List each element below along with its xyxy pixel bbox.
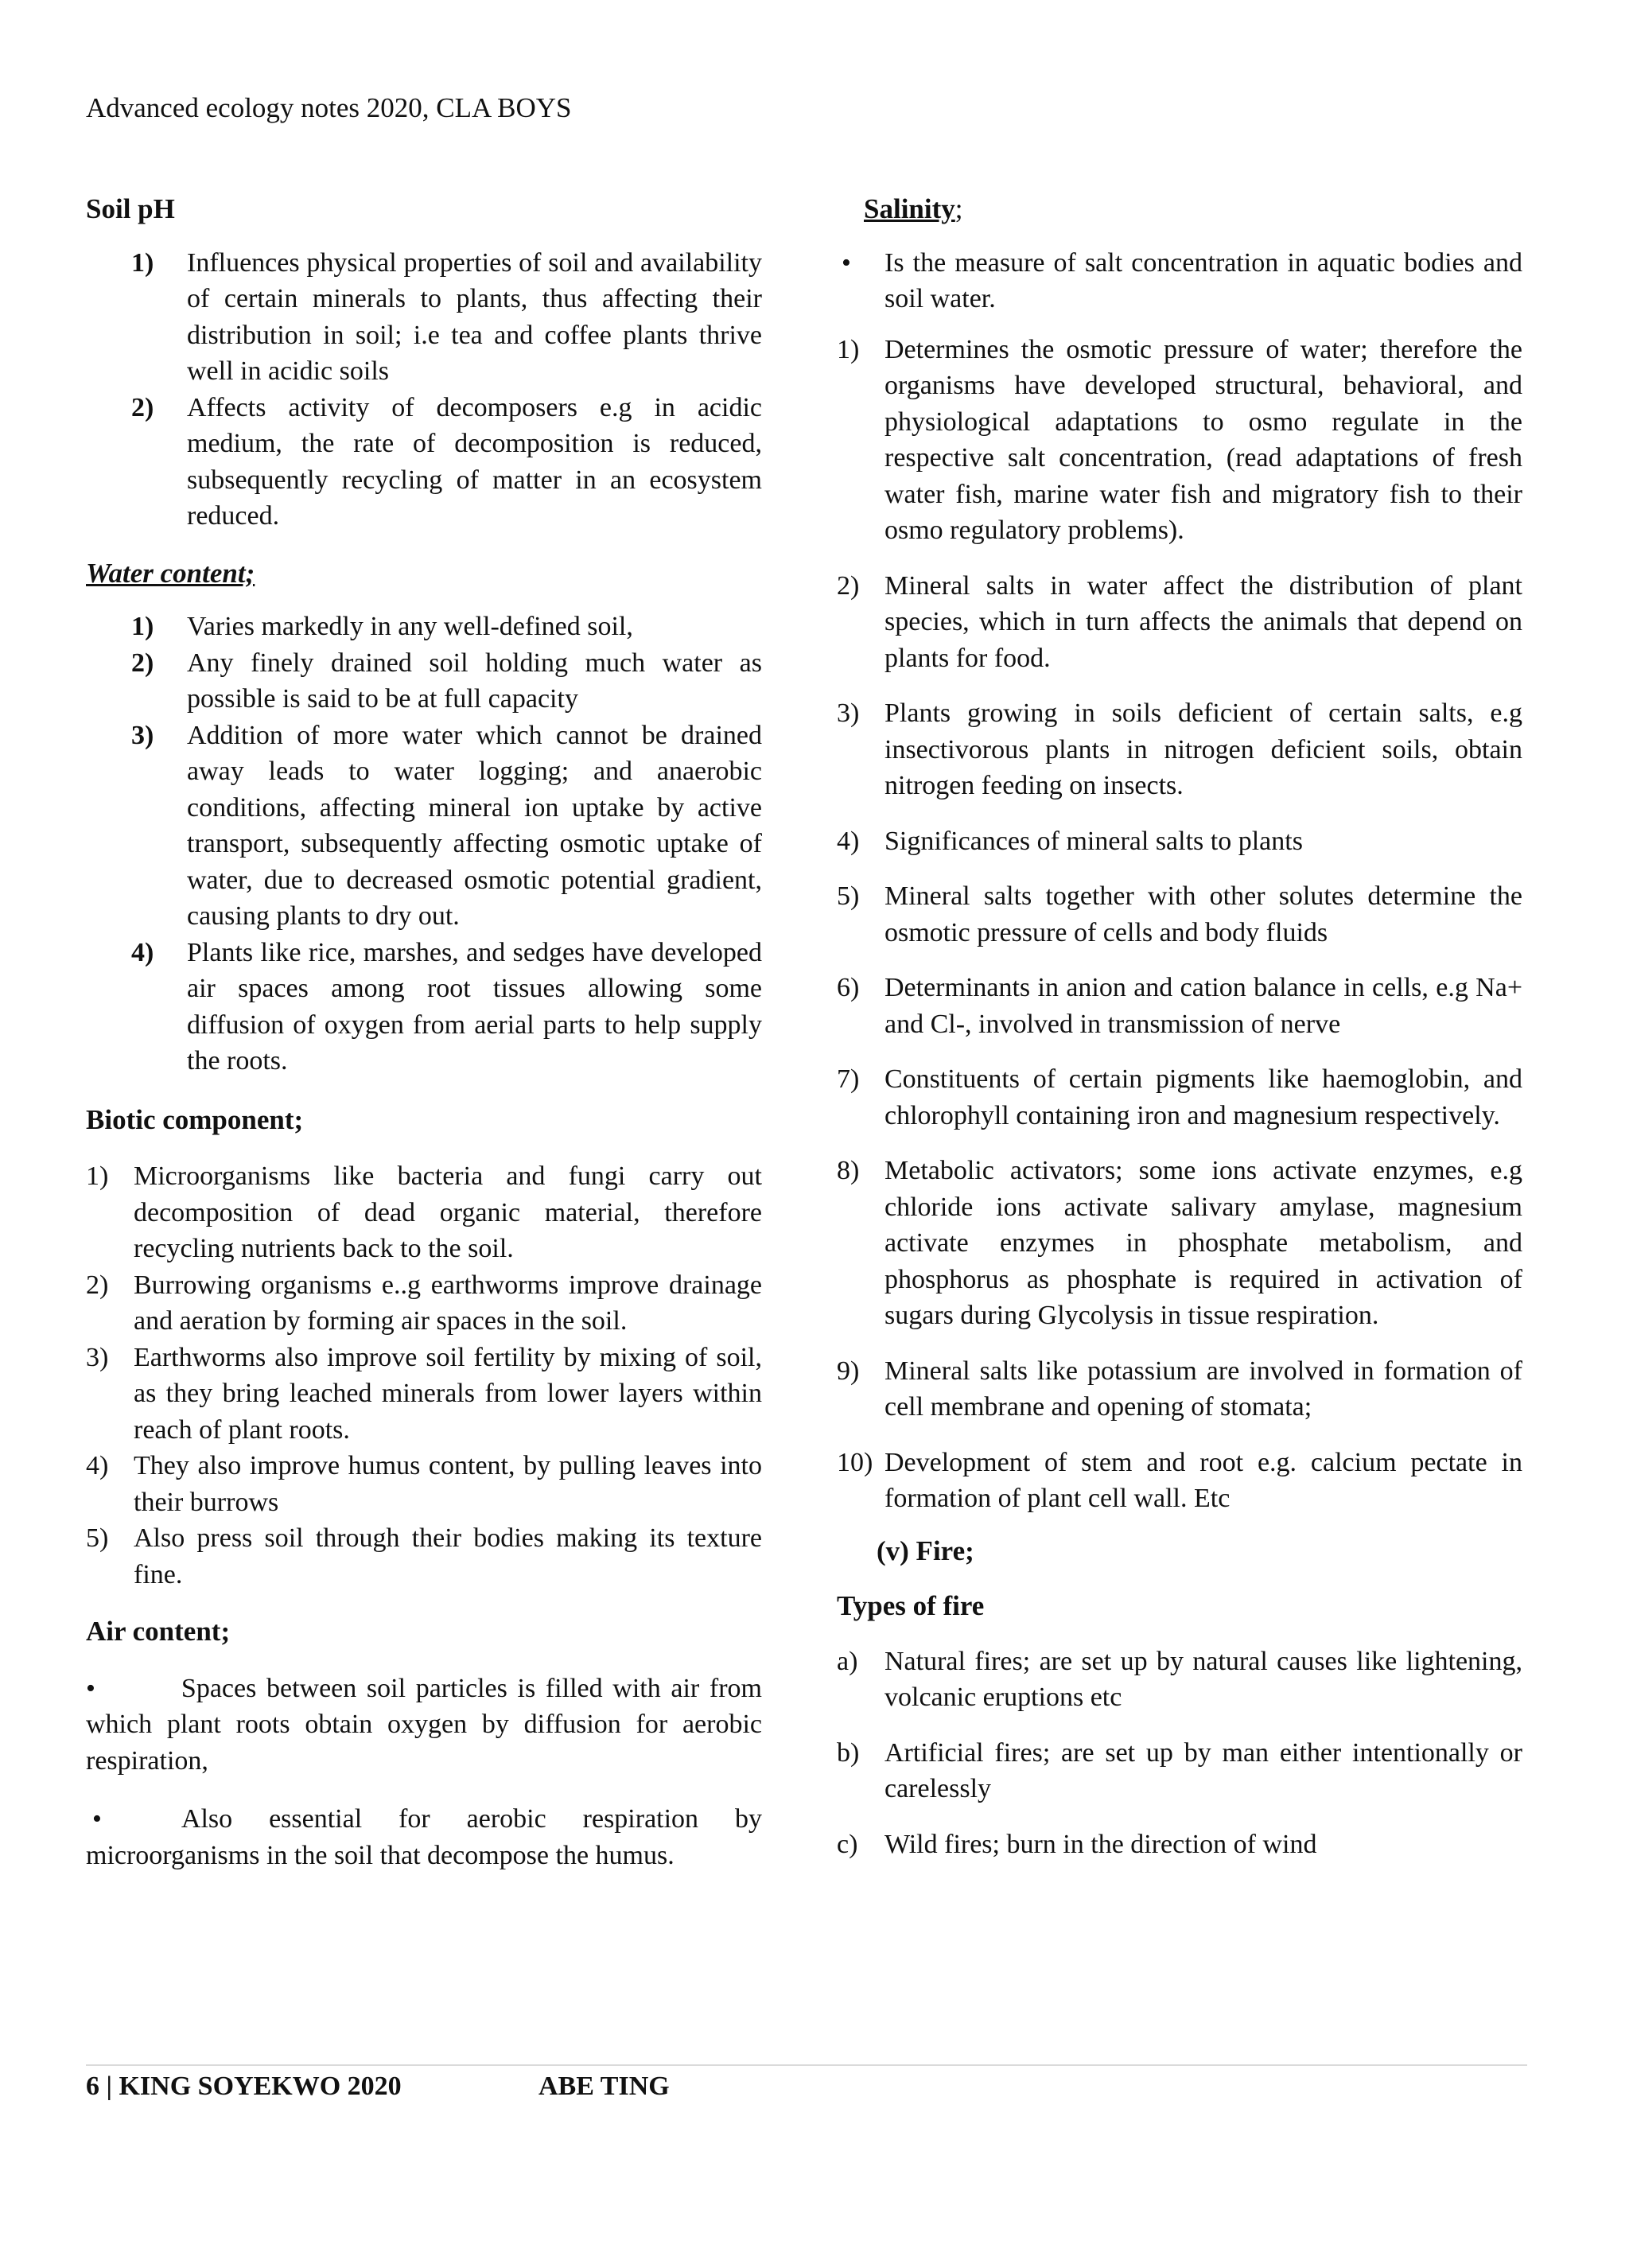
list-item: 5) Mineral salts together with other solutes determine the osmotic pressure of cells and body fluids bbox=[837, 881, 1522, 947]
list-item: 1) Microorganisms like bacteria and fungi carry out decomposition of dead organic material, therefore recycling nutrients back to the soil. bbox=[86, 1161, 762, 1263]
list-item: 1) Influences physical properties of soil and availability of certain minerals to plants, thus affecting their distribution in soil; i.e tea and coffee plants thrive well in acidic soils bbox=[131, 247, 762, 386]
list-item: 3) Plants growing in soils deficient of certain salts, e.g insectivorous plants in nitrogen deficient soils, obtain nitrogen feeding on insects. bbox=[837, 698, 1522, 800]
list-item: 4) Plants like rice, marshes, and sedges have developed air spaces among root tissues allowing some diffusion of oxygen from aerial parts to help supply the roots. bbox=[131, 937, 762, 1076]
fire-types-list bbox=[837, 1644, 1522, 1863]
soil-ph-heading: Soil pH bbox=[86, 193, 175, 224]
list-item: 4) Significances of mineral salts to plants bbox=[837, 826, 1303, 856]
list-item: 3) Earthworms also improve soil fertility by mixing of soil, as they bring leached minerals from lower layers within reach of plant roots. bbox=[86, 1342, 762, 1445]
bullet-icon: • bbox=[92, 1804, 102, 1834]
list-item: 7) Constituents of certain pigments like haemoglobin, and chlorophyll containing iron and magnesium respectively. bbox=[837, 1064, 1522, 1130]
list-item: 5) Also press soil through their bodies making its texture fine. bbox=[86, 1523, 762, 1589]
list-item: b) Artificial fires; are set up by man either intentionally or carelessly bbox=[837, 1737, 1522, 1803]
fire-heading: (v) Fire; bbox=[877, 1535, 974, 1566]
soil-ph-list bbox=[131, 245, 762, 535]
water-content-list bbox=[131, 609, 762, 1080]
list-item: 6) Determinants in anion and cation balance in cells, e.g Na+ and Cl-, involved in transmission of nerve bbox=[837, 973, 1522, 1039]
types-of-fire-heading: Types of fire bbox=[837, 1590, 985, 1621]
water-content-heading: Water content; bbox=[86, 557, 255, 589]
salinity-intro: • Is the measure of salt concentration in aquatic bodies and soil water. bbox=[837, 245, 1522, 317]
footer-right: ABE TING bbox=[538, 2072, 670, 2101]
list-item: 3) Addition of more water which cannot be drained away leads to water logging; and anaerobic conditions, affecting mineral ion uptake by active transport, subsequently affecting osmotic uptake of water, due to decreased osmotic potential gradient, causing plants to dry out. bbox=[131, 720, 762, 931]
list-item: 10) Development of stem and root e.g. calcium pectate in formation of plant cell wall. Etc bbox=[837, 1447, 1522, 1513]
air-content-paragraph: • Also essential for aerobic respiration by microorganisms in the soil that decompose the humus. bbox=[86, 1804, 762, 1870]
biotic-component-heading: Biotic component; bbox=[86, 1103, 304, 1135]
bullet-icon: • bbox=[86, 1673, 95, 1703]
list-item: 2) Burrowing organisms e..g earthworms improve drainage and aeration by forming air spaces in the soil. bbox=[86, 1270, 762, 1336]
footer-divider bbox=[86, 2064, 1527, 2066]
footer-left: 6 | KING SOYEKWO 2020 bbox=[86, 2072, 402, 2101]
air-content-heading: Air content; bbox=[86, 1616, 231, 1647]
list-item: 2) Any finely drained soil holding much water as possible is said to be at full capacity bbox=[131, 648, 762, 714]
list-item: c) Wild fires; burn in the direction of wind bbox=[837, 1829, 1317, 1859]
list-item: 8) Metabolic activators; some ions activate enzymes, e.g chloride ions activate salivary amylase, magnesium activate enzymes in phosphate metabolism, and phosphorus as phosphate is required in activation of sugars during Glycolysis in tissue respiration. bbox=[837, 1156, 1522, 1330]
list-item: 2) Mineral salts in water affect the distribution of plant species, which in turn affects the animals that depend on plants for food. bbox=[837, 570, 1522, 673]
salinity-list bbox=[837, 332, 1522, 1517]
page-header: Advanced ecology notes 2020, CLA BOYS bbox=[86, 92, 572, 123]
list-item: 4) They also improve humus content, by pulling leaves into their burrows bbox=[86, 1451, 762, 1517]
left-column bbox=[86, 191, 762, 1873]
salinity-heading: Salinity; bbox=[864, 193, 963, 224]
air-content-paragraph: • Spaces between soil particles is filled with air from which plant roots obtain oxygen by diffusion for aerobic respiration, bbox=[86, 1673, 762, 1776]
list-item: 9) Mineral salts like potassium are involved in formation of cell membrane and opening of stomata; bbox=[837, 1356, 1522, 1422]
list-item: 1) Determines the osmotic pressure of water; therefore the organisms have developed structural, behavioral, and physiological adaptations to osmo regulate in the respective salt concentration, (read adaptations of fresh water fish, marine water fish and migratory fish to their osmo regulatory problems). bbox=[837, 334, 1522, 545]
list-item: 2) Affects activity of decomposers e.g in acidic medium, the rate of decomposition is reduced, subsequently recycling of matter in an ecosystem reduced. bbox=[131, 392, 762, 531]
list-item: a) Natural fires; are set up by natural causes like lightening, volcanic eruptions etc bbox=[837, 1646, 1522, 1712]
bullet-icon: • bbox=[842, 247, 851, 278]
right-column bbox=[837, 191, 1522, 1862]
list-item: 1) Varies markedly in any well-defined soil, bbox=[131, 612, 633, 641]
biotic-component-list bbox=[86, 1158, 762, 1593]
